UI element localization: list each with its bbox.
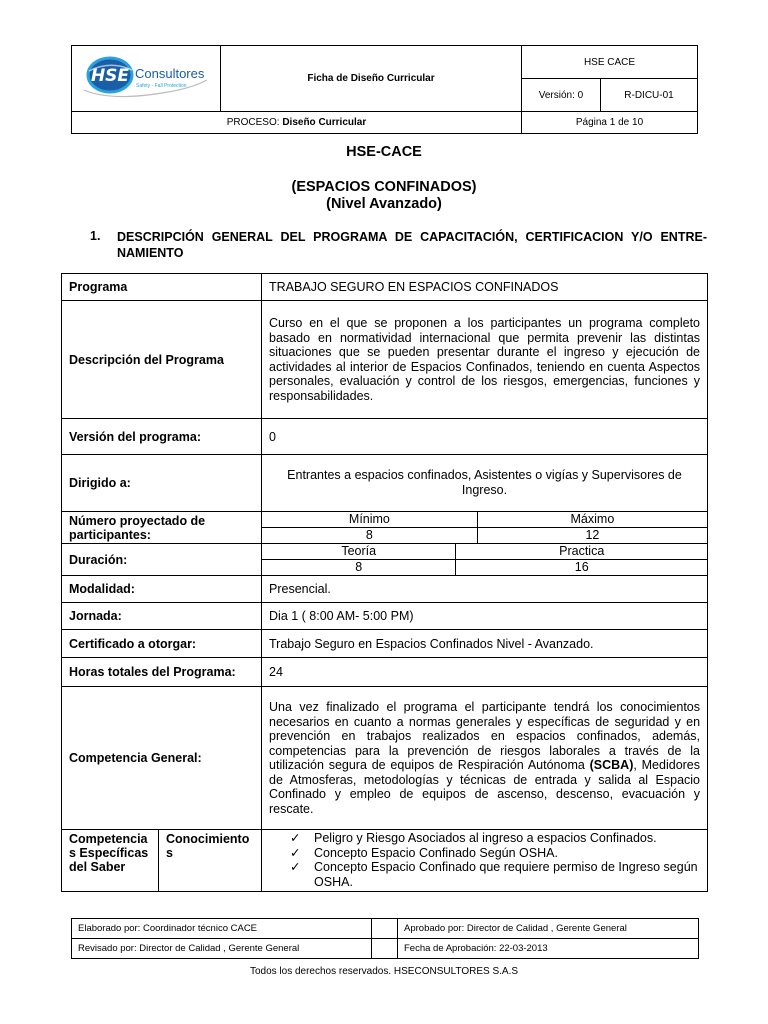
table-row — [62, 658, 708, 687]
process-value: Diseño Curricular — [282, 117, 367, 128]
label-certificado: Certificado a otorgar: — [62, 630, 262, 658]
participantes-max-header: Máximo — [477, 512, 707, 528]
logo-hse-text: HSE — [90, 66, 130, 86]
process-label: PROCESO: — [226, 117, 283, 128]
table-row — [62, 830, 708, 892]
duracion-practica-header: Practica — [456, 544, 707, 560]
label-jornada: Jornada: — [62, 603, 262, 630]
list-item: ✓ Concepto Espacio Confinado que requiere permiso de Ingreso según OSHA. — [290, 860, 698, 889]
duracion-teoria-value: 8 — [262, 560, 456, 576]
duracion-grid — [262, 544, 708, 576]
competencia-text-bold: (SCBA) — [589, 758, 634, 772]
label-participantes: Número proyectado de participantes: — [62, 512, 262, 544]
value-dirigido: Entrantes a espacios confinados, Asistentes o vigías y Supervisores de Ingreso. — [262, 455, 708, 512]
label-conocimientos: Conocimiento s — [159, 830, 262, 892]
list-item: ✓ Peligro y Riesgo Asociados al ingreso a espacios Confinados. — [290, 831, 657, 845]
label-dirigido: Dirigido a: — [62, 455, 262, 512]
value-version: 0 — [262, 419, 708, 455]
checkmark-icon: ✓ — [290, 845, 301, 860]
value-certificado: Trabajo Seguro en Espacios Confinados Nivel - Avanzado. — [262, 630, 708, 658]
document-code: R-DICU-01 — [601, 79, 698, 112]
label-descripcion: Descripción del Programa — [62, 301, 262, 419]
value-horas: 24 — [262, 658, 708, 687]
revisado-por: Revisado por: Director de Calidad , Gerente General — [72, 939, 372, 959]
program-table — [61, 273, 708, 892]
version-cell: Versión: 0 — [522, 79, 601, 112]
table-row — [62, 544, 708, 576]
competencia-text-a: Una vez finalizado el programa el participante tendrá los conocimientos necesarios en cuanto a normas generales y específicas de seguridad y en prevención en trabajos realizados en espacios confinados, además, competencias para la prevención de riesgos laborales a través de la utilización segura de equipos de Respiración Autónoma — [269, 700, 701, 772]
table-row — [62, 630, 708, 658]
approval-footer — [71, 918, 699, 959]
org-name: HSE CACE — [522, 46, 698, 79]
process-cell — [72, 112, 522, 134]
document-title: Ficha de Diseño Curricular — [221, 46, 522, 112]
checkmark-icon: ✓ — [290, 860, 301, 874]
label-duracion: Duración: — [62, 544, 262, 576]
table-row — [62, 455, 708, 512]
company-logo — [72, 46, 218, 108]
copyright-notice: Todos los derechos reservados. HSECONSULTORES S.A.S — [249, 966, 519, 977]
label-programa: Programa — [62, 274, 262, 301]
logo-cell — [72, 46, 221, 112]
label-competencias-especificas: Competencia s Específicas del Saber — [62, 830, 159, 892]
footer-spacer — [372, 939, 398, 959]
page-number: Página 1 de 10 — [522, 112, 698, 134]
table-row — [62, 301, 708, 419]
checkmark-icon: ✓ — [290, 831, 301, 845]
conocimientos-list-cell — [262, 830, 708, 892]
participantes-max-value: 12 — [585, 528, 600, 542]
table-row — [62, 576, 708, 603]
table-row — [62, 603, 708, 630]
subtitle-line-2: (Nivel Avanzado) — [326, 196, 442, 212]
participantes-grid — [262, 512, 708, 544]
list-item: ✓ Concepto Espacio Confinado Según OSHA. — [290, 845, 558, 860]
duracion-teoria-header: Teoría — [262, 544, 456, 560]
table-row — [62, 687, 708, 830]
aprobado-por: Aprobado por: Director de Calidad , Gerente General — [398, 919, 699, 939]
label-version: Versión del programa: — [62, 419, 262, 455]
table-row — [62, 512, 708, 544]
competencia-text-b: , Medidores de Atmosferas, metodologías y técnicas de entrada y salida al Espacio Confinado y empleo de equipos de ascenso, descenso, evacuación y rescate. — [269, 758, 701, 816]
table-row — [62, 274, 708, 301]
label-modalidad: Modalidad: — [62, 576, 262, 603]
elaborado-por: Elaborado por: Coordinador técnico CACE — [72, 919, 372, 939]
main-title: HSE-CACE — [346, 144, 422, 160]
value-programa: TRABAJO SEGURO EN ESPACIOS CONFINADOS — [262, 274, 708, 301]
conocimientos-list — [286, 831, 707, 889]
label-horas: Horas totales del Programa: — [62, 658, 262, 687]
value-descripcion: Curso en el que se proponen a los participantes un programa completo basado en normatividad internacional que permita prevenir las distintas situaciones que se pueden presentar durante el ingreso y ejecución de actividades al interior de Espacios Confinados, teniendo en cuenta Aspectos personales, evaluación y control de los riesgos, emergencias, funciones y responsabilidades. — [262, 301, 708, 419]
participantes-min-header: Mínimo — [262, 512, 477, 528]
logo-brand-text: Consultores — [135, 66, 205, 81]
document-header — [71, 45, 698, 134]
table-row — [62, 419, 708, 455]
value-competencia-general — [262, 687, 708, 830]
duracion-practica-value: 16 — [574, 560, 589, 574]
value-jornada: Dia 1 ( 8:00 AM- 5:00 PM) — [262, 603, 708, 630]
section-title: DESCRIPCIÓN GENERAL DEL PROGRAMA DE CAPACITACIÓN, CERTIFICACION Y/O ENTRE-NAMIENTO — [117, 230, 707, 260]
subtitle-line-1: (ESPACIOS CONFINADOS) — [291, 179, 477, 195]
value-modalidad: Presencial. — [262, 576, 708, 603]
logo-tagline-text: Safety - Fall Protection — [136, 83, 187, 89]
label-competencia-general: Competencia General: — [62, 687, 262, 830]
fecha-aprobacion: Fecha de Aprobación: 22-03-2013 — [398, 939, 699, 959]
section-number: 1. — [90, 229, 101, 243]
footer-spacer — [372, 919, 398, 939]
participantes-min-value: 8 — [262, 528, 477, 544]
